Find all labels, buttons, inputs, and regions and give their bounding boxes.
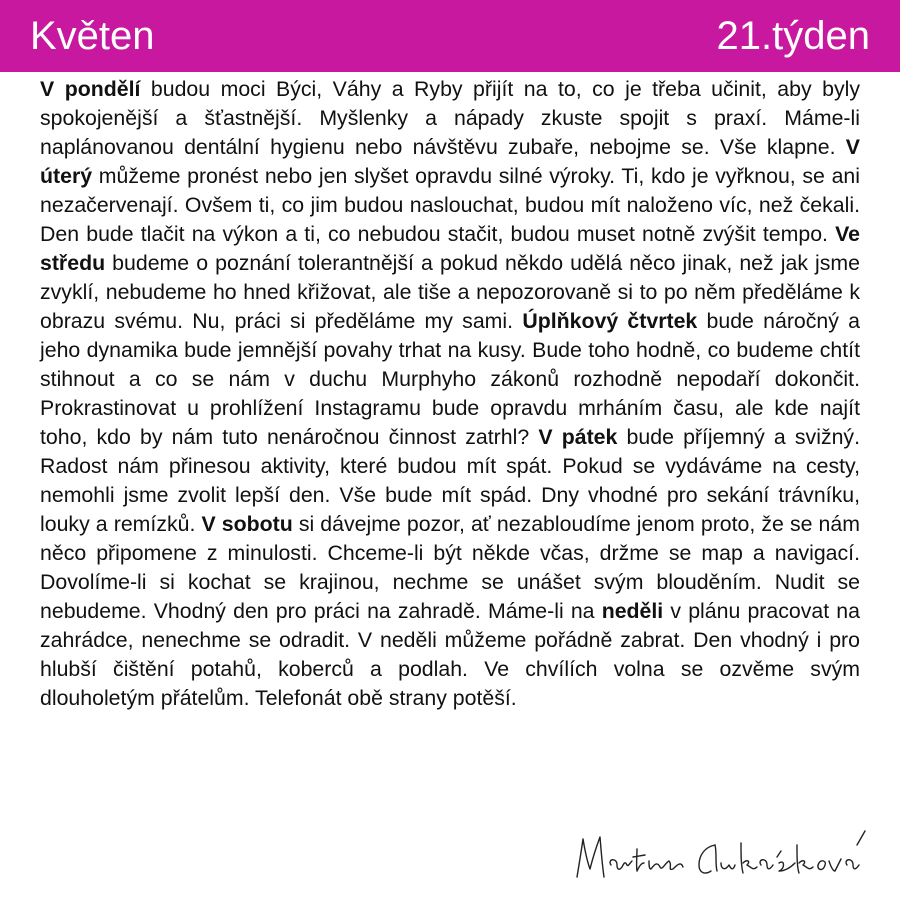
day-thursday: Úplňkový čtvrtek xyxy=(522,309,698,333)
header-bar xyxy=(0,0,900,72)
day-monday: V pondělí xyxy=(40,77,141,101)
text-thursday: bude náročný a jeho dynamika bude jemnější povahy trhat na kusy. Bude toho hodně, co budeme chtít stihnout a co se nám v duchu Murphyho zákonů rozhodně nepodaří dokončit. Prokrastinovat u prohlížení Instagramu bude opravdu mrháním času, ale kde najít toho, kdo by nám tuto nenáročnou činnost zatrhl? xyxy=(40,309,860,449)
signature-icon xyxy=(565,825,880,887)
text-tuesday: můžeme pronést nebo jen slyšet opravdu silné výroky. Ti, kdo je vyřknou, se ani nezačervenají. Ovšem ti, co jim budou naslouchat, budou mít naloženo víc, než čekali. Den bude tlačit na výkon a ti, co nebudou stačit, budou muset notně zvýšit tempo. xyxy=(40,164,860,246)
day-tuesday: V úterý xyxy=(40,135,860,188)
day-sunday: neděli xyxy=(601,599,664,623)
week-number: 21.týden xyxy=(716,14,870,58)
day-saturday: V sobotu xyxy=(201,512,293,536)
text-wednesday: budeme o poznání tolerantnější a pokud někdo udělá něco jinak, než jak jsme zvyklí, nebudeme ho hned křižovat, ale tiše a nepozorovaně si to po něm předěláme k obrazu svému. Nu, práci si předěláme my sami. xyxy=(40,251,860,333)
month-title: Květen xyxy=(30,14,155,58)
horoscope-paragraph xyxy=(40,75,860,713)
text-monday: budou moci Býci, Váhy a Ryby přijít na to, co je třeba učinit, aby byly spokojenější a šťastnější. Myšlenky a nápady zkuste spojit s praxí. Máme-li naplánovanou dentální hygienu nebo návštěvu zubaře, nebojme se. Vše klapne. xyxy=(40,77,860,159)
day-wednesday: Ve středu xyxy=(40,222,860,275)
text-sunday: v plánu pracovat na zahrádce, nenechme se odradit. V neděli můžeme pořádně zabrat. Den vhodný i pro hlubší čištění potahů, koberců a podlah. Ve chvílích volna se ozvěme svým dlouholetým přátelům. Telefonát obě strany potěší. xyxy=(40,599,860,710)
text-saturday: si dávejme pozor, ať nezabloudíme jenom proto, že se nám něco připomene z minulosti. Chceme-li být někde včas, držme se map a navigací. Dovolíme-li si kochat se krajinou, nechme se unášet svým blouděním. Nudit se nebudeme. Vhodný den pro práci na zahradě. Máme-li na xyxy=(40,512,860,623)
horoscope-text xyxy=(40,75,860,713)
day-friday: V pátek xyxy=(538,425,618,449)
text-friday: bude příjemný a svižný. Radost nám přinesou aktivity, které budou mít spát. Pokud se vydáváme na cesty, nemohli jsme zvolit lepší den. Vše bude mít spád. Dny vhodné pro sekání trávníku, louky a remízků. xyxy=(40,425,860,536)
